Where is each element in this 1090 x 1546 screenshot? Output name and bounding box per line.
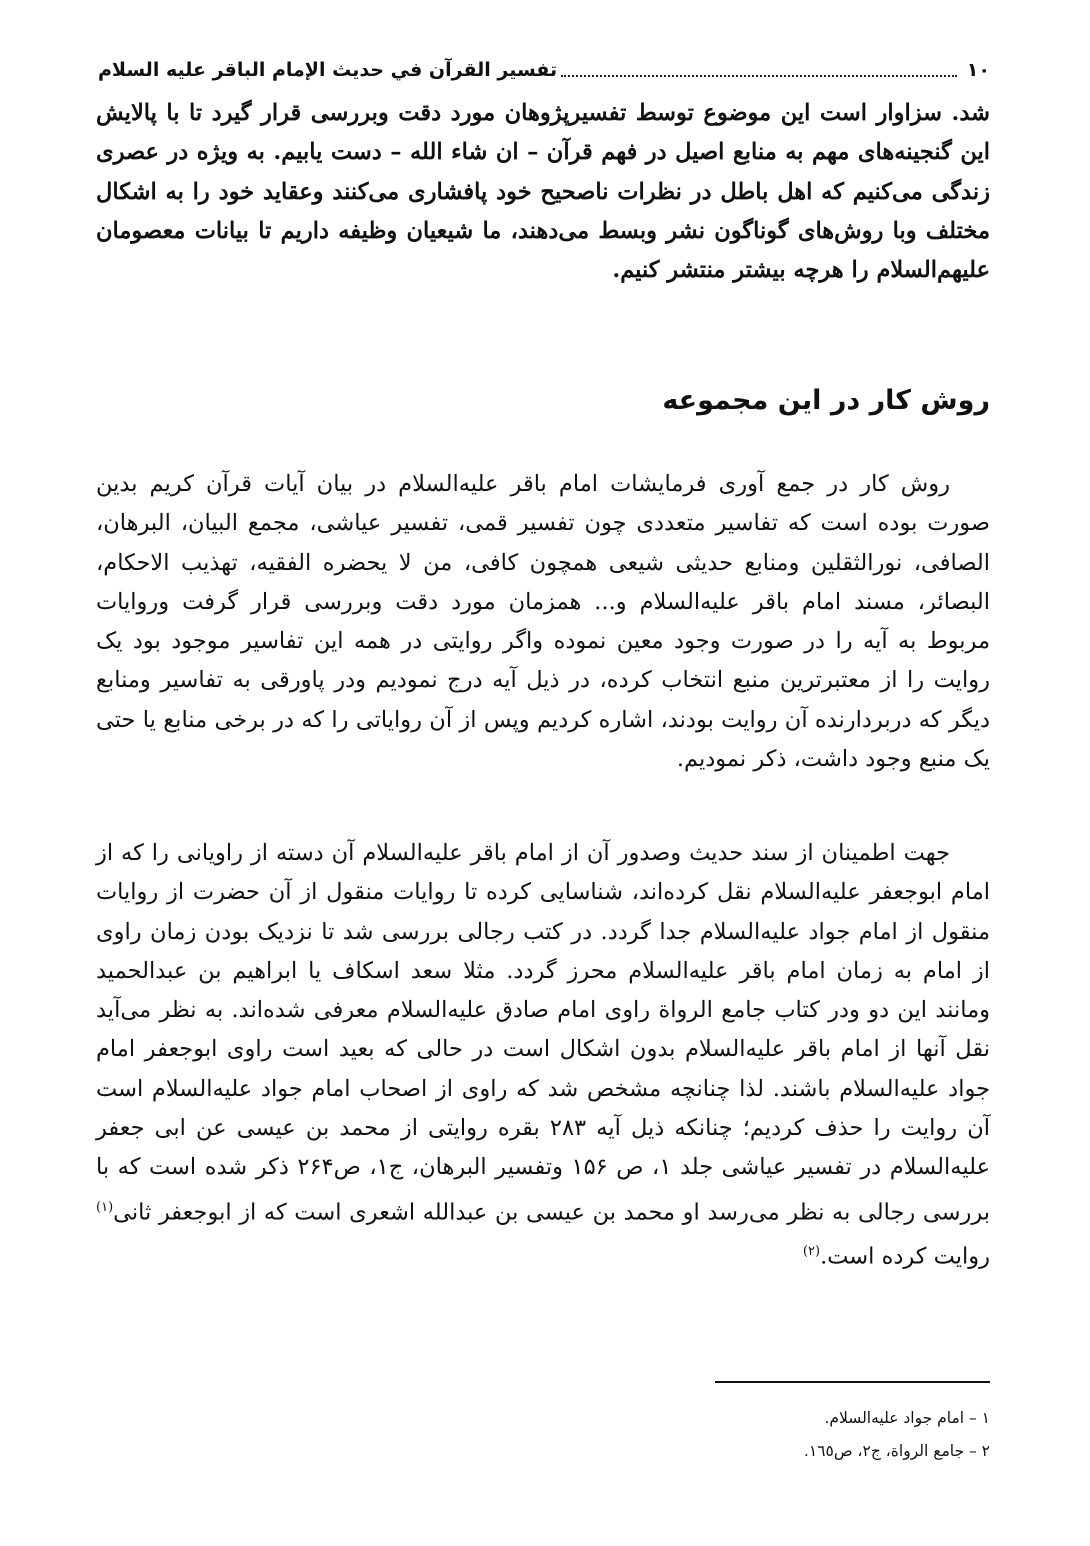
running-title: تفسير القرآن في حديث الإمام الباقر عليه السلام — [98, 59, 558, 81]
paragraph-intro-end: شد. سزاوار است این موضوع توسط تفسیرپژوهان مورد دقت وبررسی قرار گیرد تا با پالایش این گنجینه‌های مهم به منابع اصیل در فهم قرآن – ان شاء الله – دست یابیم. به ویژه در عصری زندگی می‌کنیم که اهل باطل در نظرات ناصحیح خود پافشاری می‌کنند وعقاید خود را به اشکال مختلف وبا روش‌های گوناگون نشر وبسط می‌دهند، ما شیعیان وظیفه داریم تا بیانات معصومان علیهم‌السلام را هرچه بیشتر منتشر کنیم. — [96, 100, 990, 284]
paragraph-verification-end: روایت کرده است. — [820, 1243, 990, 1270]
footnote-1: ١ – امام جواد علیه‌السلام. — [824, 1409, 990, 1427]
footnote-2: ٢ – جامع الرواة، ج٢، ص١٦٥. — [803, 1442, 990, 1460]
footnote-ref-2[interactable]: (٢) — [802, 1244, 821, 1260]
section-heading: روش کار در این مجموعه — [662, 385, 990, 416]
paragraph-verification — [96, 834, 990, 1277]
footnote-ref-1[interactable]: (١) — [96, 1199, 114, 1215]
header-leader-dots — [561, 75, 957, 77]
footnote-separator — [715, 1381, 990, 1383]
page-number: ١٠ — [966, 59, 990, 81]
paragraph-method: روش کار در جمع آوری فرمایشات امام باقر علیه‌السلام در بیان آیات قرآن کریم بدین صورت بوده است که تفاسیر متعددی چون تفسیر قمی، تفسیر عیاشی، مجمع البیان، البرهان، الصافی، نورالثقلین ومنابع حدیثی شیعی همچون کافی، من لا یحضره الفقیه، تهذیب الاحکام، البصائر، مسند امام باقر علیه‌السلام و... همزمان مورد دقت وبررسی قرار گرفت وروایات مربوط به آیه را در صورت وجود معین نموده واگر روایتی در همه این تفاسیر موجود بود یک روایت را از معتبرترین منبع انتخاب کرده، در ذیل آیه درج نمودیم ودر پاورقی به تفاسیر ومنابع دیگر که دربردارنده آن روایت بودند، اشاره کردیم وپس از آن روایاتی را که در برخی منابع یا حتی یک منبع وجود داشت، ذکر نمودیم. — [96, 471, 990, 773]
footnotes — [590, 1402, 990, 1468]
paragraph-verification-text: جهت اطمینان از سند حدیث وصدور آن از امام باقر علیه‌السلام آن دسته از راویانی را که از امام ابوجعفر علیه‌السلام نقل کرده‌اند، شناسایی کرده تا روایات منقول از آن حضرت از روایات منقول از امام جواد علیه‌السلام جدا گردد. در کتب رجالی بررسی شد تا نزدیک بودن زمان راوی از امام به زمان امام باقر علیه‌السلام محرز گردد. مثلا سعد اسکاف یا ابراهیم بن عبدالحمید ومانند این دو ودر کتاب جامع الرواة راوی امام صادق علیه‌السلام معرفی شده‌اند. به نظر می‌آید نقل آنها از امام باقر علیه‌السلام بدون اشکال است در حالی که بعید است راوی ابوجعفر امام جواد علیه‌السلام باشند. لذا چنانچه مشخص شد که راوی از اصحاب امام جواد علیه‌السلام است آن روایت را حذف کردیم؛ چنانکه ذیل آیه ۲۸۳ بقره روایتی از محمد بن عیسی عن ابی جعفر علیه‌السلام در تفسیر عیاشی جلد ۱، ص ۱۵۶ وتفسیر البرهان، ج۱، ص۲۶۴ ذکر شده است که با بررسی رجالی به نظر می‌رسد او محمد بن عیسی بن عبدالله اشعری است که از ابوجعفر ثانی — [96, 840, 991, 1226]
running-header — [98, 52, 990, 88]
